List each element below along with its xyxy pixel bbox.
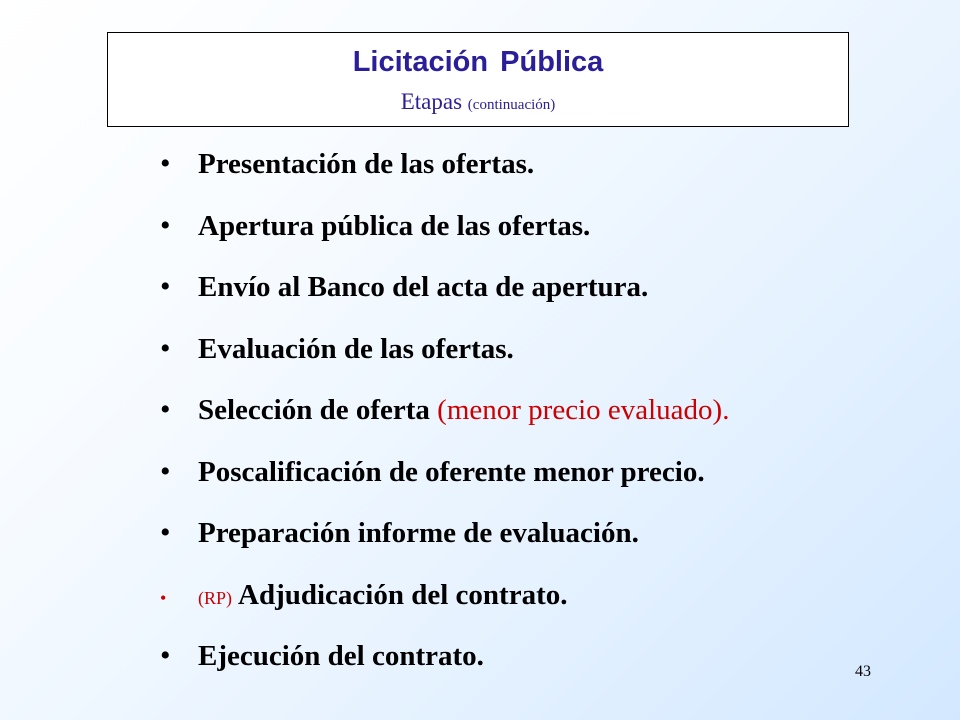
list-item (160, 384, 880, 446)
list-item-text: Presentación de las ofertas. (198, 148, 535, 180)
bullet-dot: • (160, 587, 167, 608)
list-item (160, 569, 880, 631)
list-item-text: Evaluación de las ofertas. (198, 332, 514, 365)
list-item-prefix: (RP) (198, 587, 233, 608)
list-item (160, 261, 880, 323)
slide-title-box (107, 32, 849, 127)
list-item (160, 507, 880, 569)
page-number: 43 (855, 663, 871, 680)
bullet-dot: • (160, 516, 171, 549)
list-item-text: Ejecución del contrato. (198, 640, 484, 672)
list-item-text: Envío al Banco del acta de apertura. (198, 271, 649, 303)
slide-subtitle (108, 87, 848, 120)
list-item-note: (menor precio evaluado) (437, 394, 723, 426)
bullet-dot: • (160, 331, 171, 365)
list-item-text: Selección de oferta (198, 394, 438, 426)
list-item (160, 200, 880, 262)
subtitle-small: (continuación) (467, 97, 556, 113)
list-item-text: Preparación informe de evaluación. (198, 517, 639, 549)
list-item-text: Apertura pública de las ofertas. (198, 209, 591, 242)
bullet-dot: • (160, 270, 171, 303)
bullet-dot: • (160, 454, 171, 488)
subtitle-main: Etapas (400, 89, 463, 114)
list-item (160, 138, 880, 200)
slide-title: Licitación Pública (352, 46, 604, 78)
list-item (160, 323, 880, 385)
bullet-dot: • (160, 208, 171, 242)
list-item-suffix: . (722, 394, 730, 426)
bullet-dot: • (160, 147, 171, 180)
list-item (160, 446, 880, 508)
list-item-text: Poscalificación de oferente menor precio. (198, 455, 705, 488)
bullet-dot: • (160, 393, 171, 426)
bullet-dot: • (160, 639, 171, 672)
list-item (160, 630, 880, 688)
list-item-text: Adjudicación del contrato. (238, 578, 568, 611)
stage-list (160, 138, 880, 688)
